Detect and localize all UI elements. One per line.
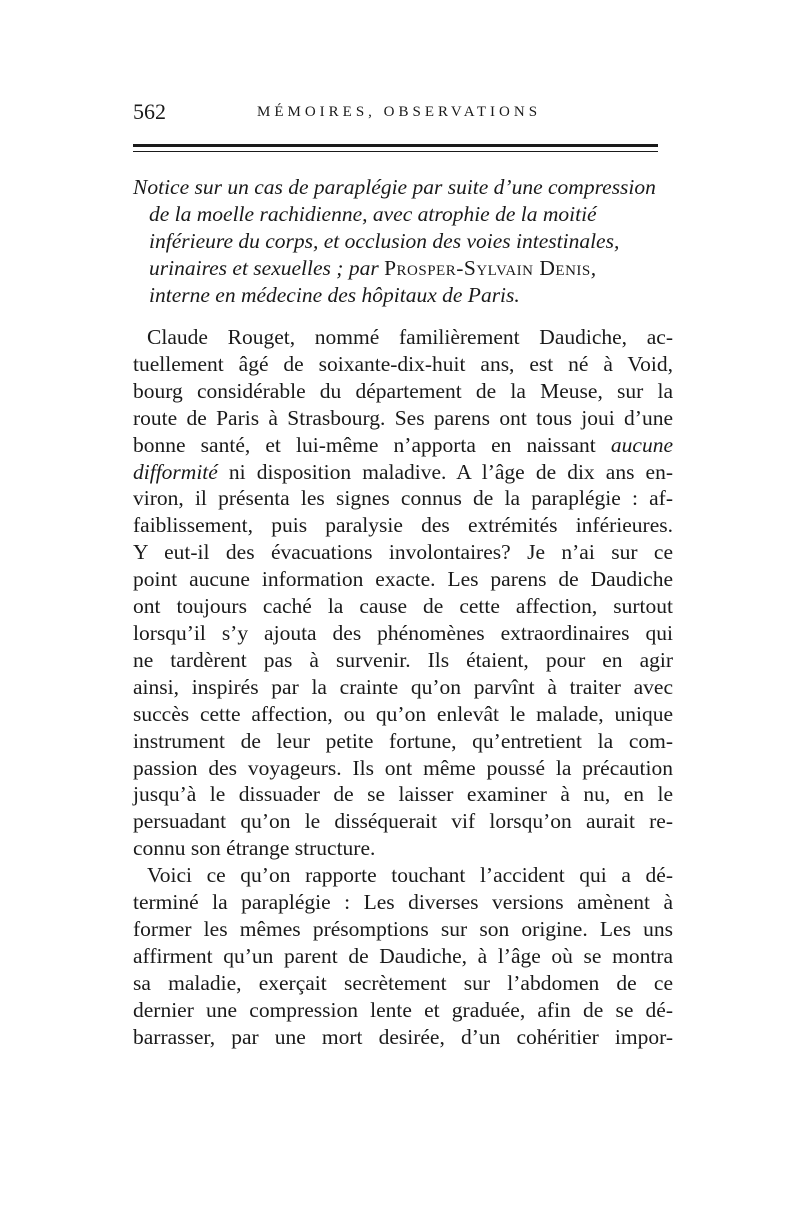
header-rule-thick (133, 144, 658, 147)
text-line: ainsi, inspirés par la crainte qu’on parvînt à traiter avec (133, 674, 673, 699)
notice-line: inférieure du corps, et occlusion des voies intestinales, (149, 229, 620, 253)
text-line: ont toujours caché la cause de cette affection, surtout (133, 594, 673, 619)
text-line: point aucune information exacte. Les parens de Daudiche (133, 567, 673, 592)
body-text (133, 324, 673, 1050)
notice-line-text: urinaires et sexuelles ; par (149, 256, 385, 280)
text-line: ne tardèrent pas à survenir. Ils étaient, pour en agir (133, 647, 673, 672)
text-line: Y eut-il des évacuations involontaires? Je n’ai sur ce (133, 540, 673, 565)
notice-line: interne en médecine des hôpitaux de Paris. (149, 283, 520, 307)
emphasis-text: difformité (133, 459, 218, 484)
text-line-part: ni disposition maladive. A l’âge de dix ans en- (217, 459, 673, 484)
notice-line: de la moelle rachidienne, avec atrophie de la moitié (149, 202, 597, 226)
text-line: barrasser, par une mort desirée, d’un cohéritier impor- (133, 1024, 673, 1049)
page-header (133, 98, 673, 126)
text-line: Claude Rouget, nommé familièrement Daudiche, ac- (147, 325, 673, 349)
text-line: former les mêmes présomptions sur son origine. Les uns (133, 916, 673, 941)
text-line: tuellement âgé de soixante-dix-huit ans, est né à Void, (133, 351, 673, 376)
text-line: passion des voyageurs. Ils ont même poussé la précaution (133, 755, 673, 780)
text-line: sa maladie, exerçait secrètement sur l’abdomen de ce (133, 970, 673, 995)
text-line: persuadant qu’on le disséquerait vif lorsqu’on aurait re- (133, 809, 673, 834)
text-line: dernier une compression lente et graduée, afin de se dé- (133, 997, 673, 1022)
text-line: connu son étrange structure. (133, 836, 376, 861)
text-line: Voici ce qu’on rapporte touchant l’accident qui a dé- (147, 863, 673, 888)
notice-line: Notice sur un cas de paraplégie par suite d’une compression (133, 175, 656, 199)
header-rule-thin (133, 151, 658, 152)
text-line-part: bonne santé, et lui-même n’apporta en naissant (133, 432, 611, 457)
text-line: succès cette affection, ou qu’on enlevât le malade, unique (133, 701, 673, 726)
text-line (133, 459, 673, 486)
text-line: route de Paris à Strasbourg. Ses parens ont tous joui d’une (133, 405, 673, 430)
text-line: viron, il présenta les signes connus de la paraplégie : af- (133, 486, 673, 511)
text-line: bourg considérable du département de la Meuse, sur la (133, 378, 673, 403)
emphasis-text: aucune (610, 432, 673, 457)
author-name: Prosper-Sylvain Denis (384, 256, 591, 280)
notice-title (133, 174, 673, 309)
text-line (133, 432, 673, 459)
text-line: faiblissement, puis paralysie des extrémités inférieures. (133, 513, 673, 538)
text-line: instrument de leur petite fortune, qu’entretient la com- (133, 728, 673, 753)
text-line: lorsqu’il s’y ajouta des phénomènes extraordinaires qui (133, 620, 673, 645)
page-number: 562 (133, 99, 166, 124)
notice-line-punct: , (590, 256, 597, 280)
text-line: terminé la paraplégie : Les diverses versions amènent à (133, 890, 673, 915)
running-head: MÉMOIRES, OBSERVATIONS (257, 104, 542, 120)
text-line: jusqu’à le dissuader de se laisser examiner à nu, en le (133, 782, 673, 807)
text-line: affirment qu’un parent de Daudiche, à l’âge où se montra (133, 943, 673, 968)
notice-line (133, 255, 673, 282)
